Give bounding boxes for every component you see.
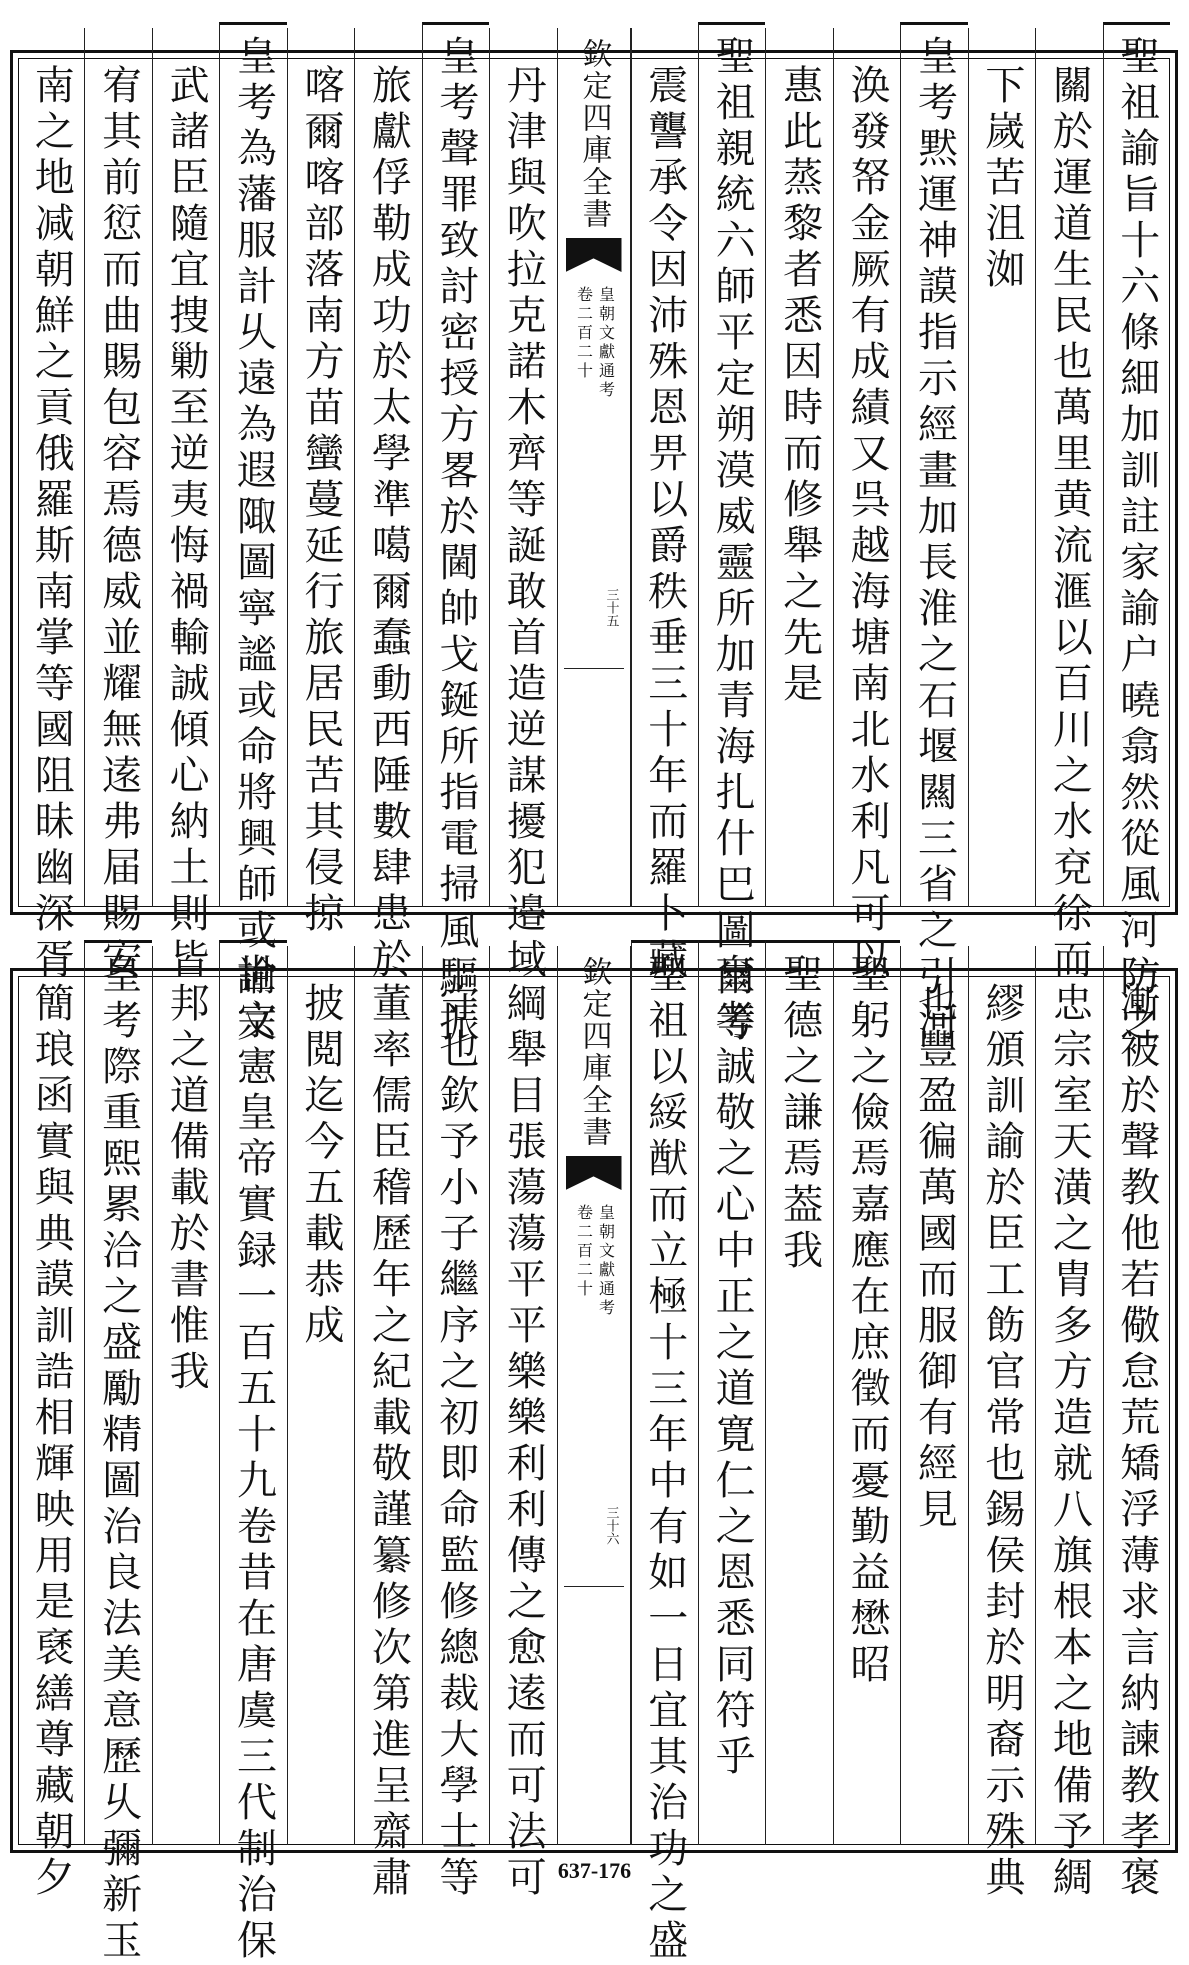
column-text: 忠宗室天潢之胄多方造就八旗根本之地備予綢 [1046, 982, 1093, 1902]
column-text: 震讋承令因沛殊恩畀以爵秩垂三十年而羅卜藏 [641, 64, 688, 984]
column-text: 皇考為藩服計乆遠為遐陬圖寧謐或命將興師或諭文 [230, 35, 277, 1047]
text-column [1103, 946, 1170, 1902]
text-column [900, 946, 967, 1845]
column-text: 邦之道備載於書惟我 [163, 982, 210, 1396]
column-text: 聖德之謙焉葢我 [776, 953, 823, 1275]
text-column [84, 940, 151, 1965]
text-column [18, 28, 84, 984]
text-column [84, 28, 151, 984]
text-column [489, 28, 556, 984]
column-text: 世宗憲皇帝實録一百五十九卷昔在唐虞三代制治保 [230, 953, 277, 1965]
gutter-volume: 卷二百二十 [574, 286, 594, 381]
text-column [422, 946, 489, 1902]
column-text: 武諸臣隨宜捜勦至逆夷悔禍輸誠傾心納土則皆 [163, 64, 210, 984]
text-column [698, 940, 765, 1845]
text-column [1035, 946, 1102, 1902]
text-column [354, 28, 421, 984]
column-text: 皇考際重熙累洽之盛勵精圖治良法美意歷乆彌新玉 [95, 953, 142, 1965]
column-text: 涣發帑金厥有成績又呉越海塘南北水利凡可以 [844, 64, 891, 984]
column-text: 漸被於聲教他若儆怠荒矯浮薄求言納諫教孝褒 [1113, 982, 1160, 1902]
column-text: 聖祖親統六師平定朔漠威靈所加青海扎什巴圖爾等 [709, 35, 756, 1047]
text-column [765, 940, 832, 1845]
text-column [354, 946, 421, 1902]
column-text: 喀爾喀部落南方苗蠻蔓延行旅居民苦其侵掠 [297, 64, 344, 938]
gutter-volume: 卷二百二十 [574, 1204, 594, 1299]
column-text: 守也欽予小子繼序之初即命監修總裁大學士等 [432, 982, 479, 1902]
column-text: 皇考誠敬之心中正之道寛仁之恩悉同符乎 [709, 953, 756, 1781]
column-text: 旅獻俘勒成功於太學準噶爾蠢動西陲數肆患於 [365, 64, 412, 984]
column-text: 皇考黙運神謨指示經畫加長淮之石堰闗三省之引河 [911, 35, 958, 1047]
text-column [1035, 28, 1102, 984]
column-text: 披閲迄今五載恭成 [297, 982, 344, 1350]
text-column [900, 22, 967, 1047]
text-column [968, 28, 1035, 907]
text-column [968, 946, 1035, 1902]
text-column [422, 22, 489, 1047]
column-text: 簡琅函實與典謨訓誥相輝映用是褎繕尊藏朝夕 [28, 982, 75, 1902]
fish-tail-mark [566, 1156, 622, 1190]
center-gutter [557, 28, 631, 907]
text-column [219, 940, 286, 1965]
text-column [631, 28, 698, 984]
column-text: 也豐盈徧萬國而服御有經見 [911, 982, 958, 1534]
gutter-title: 欽定四庫全書 [576, 956, 612, 1148]
column-text: 聖祖以綏猷而立極十三年中有如一日宜其治功之盛 [641, 953, 688, 1965]
gutter-folio: 三十六 [603, 1506, 619, 1545]
column-text: 下嵗苦沮洳 [978, 64, 1025, 294]
column-text: 聖躬之儉焉嘉應在庶徵而憂勤益懋昭 [844, 953, 891, 1689]
column-text: 綱舉目張蕩蕩平平樂樂利利傳之愈逺而可法可 [500, 982, 547, 1902]
text-columns [18, 28, 1170, 1047]
column-text: 聖祖諭旨十六條細加訓註家諭户曉翕然從風河防之 [1113, 35, 1160, 1047]
text-column [631, 940, 698, 1965]
gutter-book-title: 皇朝文獻通考 [596, 286, 616, 400]
center-gutter [557, 946, 631, 1845]
text-column [287, 946, 354, 1845]
gutter-title: 欽定四庫全書 [576, 38, 612, 230]
column-text: 繆頒訓諭於臣工飭官常也錫侯封於明裔示殊典 [978, 982, 1025, 1902]
fish-tail-mark [566, 238, 622, 272]
text-column [698, 22, 765, 1047]
column-text: 丹津與吹拉克諾木齊等誕敢首造逆謀擾犯邉域 [500, 64, 547, 984]
page-number: 637-176 [557, 1858, 632, 1883]
text-column [1103, 22, 1170, 1047]
column-text: 南之地减朝鮮之貢俄羅斯南掌等國阻昧幽深胥 [28, 64, 75, 984]
text-column [489, 946, 556, 1902]
column-text: 宥其前愆而曲賜包容焉德威並耀無逺弗届賜安 [95, 64, 142, 984]
top-page [10, 10, 1178, 1047]
text-column [152, 28, 219, 984]
gutter-rule [564, 668, 624, 669]
column-text: 董率儒臣稽歷年之紀載敬謹纂修次第進呈齋肅 [365, 982, 412, 1902]
gutter-rule [564, 1586, 624, 1587]
text-column [833, 28, 900, 984]
column-text: 皇考聲罪致討密授方畧於閫帥戈鋋所指電掃風驅振 [432, 35, 479, 1047]
gutter-folio: 三十五 [603, 588, 619, 627]
column-text: 惠此蒸黎者悉因時而修舉之先是 [776, 64, 823, 708]
text-column [18, 946, 84, 1902]
gutter-book-title: 皇朝文獻通考 [596, 1204, 616, 1318]
text-column [152, 946, 219, 1845]
text-column [765, 28, 832, 907]
text-column [287, 28, 354, 938]
text-column [833, 940, 900, 1845]
column-text: 關於運道生民也萬里黄流滙以百川之水兗徐而 [1046, 64, 1093, 984]
text-column [219, 22, 286, 1047]
